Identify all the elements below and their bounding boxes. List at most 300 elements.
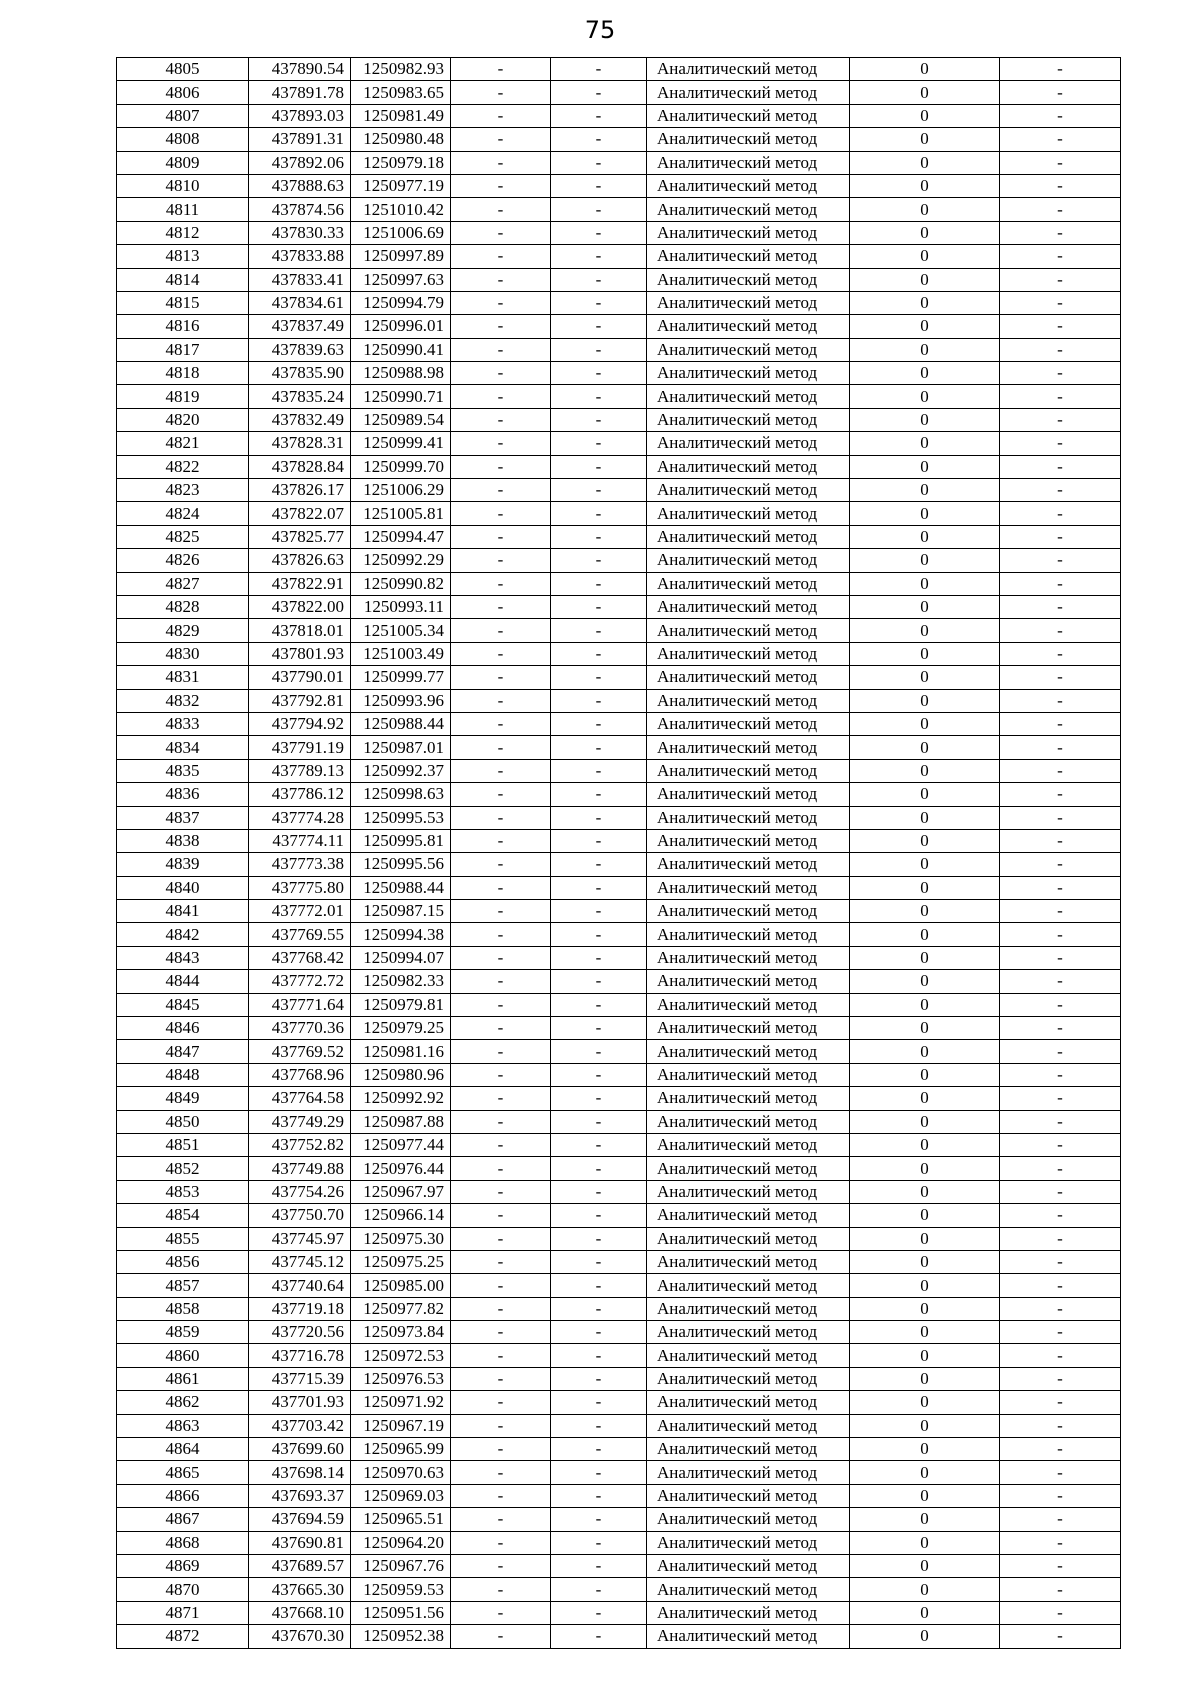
table-row bbox=[117, 198, 1121, 221]
method-cell: Аналитический метод bbox=[647, 900, 850, 923]
x-coordinate: 437749.88 bbox=[249, 1157, 351, 1180]
point-number: 4828 bbox=[117, 595, 249, 618]
table-row bbox=[117, 1625, 1121, 1648]
dash-cell: - bbox=[451, 666, 551, 689]
table-row bbox=[117, 151, 1121, 174]
dash-cell: - bbox=[1000, 759, 1121, 782]
dash-cell: - bbox=[551, 525, 647, 548]
x-coordinate: 437786.12 bbox=[249, 783, 351, 806]
y-coordinate: 1250979.25 bbox=[351, 1017, 451, 1040]
x-coordinate: 437822.07 bbox=[249, 502, 351, 525]
point-number: 4830 bbox=[117, 642, 249, 665]
y-coordinate: 1250999.41 bbox=[351, 432, 451, 455]
y-coordinate: 1250983.65 bbox=[351, 81, 451, 104]
x-coordinate: 437794.92 bbox=[249, 712, 351, 735]
error-value-cell: 0 bbox=[850, 1274, 1000, 1297]
point-number: 4834 bbox=[117, 736, 249, 759]
method-cell: Аналитический метод bbox=[647, 1087, 850, 1110]
dash-cell: - bbox=[451, 1555, 551, 1578]
x-coordinate: 437768.42 bbox=[249, 946, 351, 969]
x-coordinate: 437716.78 bbox=[249, 1344, 351, 1367]
method-cell: Аналитический метод bbox=[647, 689, 850, 712]
dash-cell: - bbox=[551, 783, 647, 806]
method-cell: Аналитический метод bbox=[647, 408, 850, 431]
dash-cell: - bbox=[451, 1344, 551, 1367]
error-value-cell: 0 bbox=[850, 712, 1000, 735]
x-coordinate: 437752.82 bbox=[249, 1133, 351, 1156]
table-row bbox=[117, 432, 1121, 455]
dash-cell: - bbox=[1000, 783, 1121, 806]
method-cell: Аналитический метод bbox=[647, 1625, 850, 1648]
dash-cell: - bbox=[551, 1087, 647, 1110]
x-coordinate: 437835.24 bbox=[249, 385, 351, 408]
dash-cell: - bbox=[551, 81, 647, 104]
dash-cell: - bbox=[451, 1133, 551, 1156]
y-coordinate: 1250979.81 bbox=[351, 993, 451, 1016]
method-cell: Аналитический метод bbox=[647, 174, 850, 197]
table-row bbox=[117, 642, 1121, 665]
method-cell: Аналитический метод bbox=[647, 315, 850, 338]
table-row bbox=[117, 829, 1121, 852]
y-coordinate: 1250993.96 bbox=[351, 689, 451, 712]
x-coordinate: 437772.01 bbox=[249, 900, 351, 923]
y-coordinate: 1250996.01 bbox=[351, 315, 451, 338]
y-coordinate: 1250976.53 bbox=[351, 1367, 451, 1390]
method-cell: Аналитический метод bbox=[647, 712, 850, 735]
point-number: 4818 bbox=[117, 362, 249, 385]
dash-cell: - bbox=[1000, 1157, 1121, 1180]
point-number: 4815 bbox=[117, 291, 249, 314]
dash-cell: - bbox=[451, 291, 551, 314]
x-coordinate: 437801.93 bbox=[249, 642, 351, 665]
y-coordinate: 1250994.07 bbox=[351, 946, 451, 969]
method-cell: Аналитический метод bbox=[647, 455, 850, 478]
dash-cell: - bbox=[451, 595, 551, 618]
dash-cell: - bbox=[451, 993, 551, 1016]
table-row bbox=[117, 1180, 1121, 1203]
dash-cell: - bbox=[451, 1438, 551, 1461]
dash-cell: - bbox=[451, 619, 551, 642]
y-coordinate: 1250994.79 bbox=[351, 291, 451, 314]
error-value-cell: 0 bbox=[850, 923, 1000, 946]
y-coordinate: 1250994.47 bbox=[351, 525, 451, 548]
table-row bbox=[117, 245, 1121, 268]
x-coordinate: 437703.42 bbox=[249, 1414, 351, 1437]
x-coordinate: 437822.91 bbox=[249, 572, 351, 595]
dash-cell: - bbox=[451, 1040, 551, 1063]
method-cell: Аналитический метод bbox=[647, 1250, 850, 1273]
point-number: 4808 bbox=[117, 128, 249, 151]
x-coordinate: 437690.81 bbox=[249, 1531, 351, 1554]
y-coordinate: 1250977.44 bbox=[351, 1133, 451, 1156]
y-coordinate: 1250995.53 bbox=[351, 806, 451, 829]
dash-cell: - bbox=[451, 174, 551, 197]
dash-cell: - bbox=[1000, 666, 1121, 689]
table-row bbox=[117, 1344, 1121, 1367]
error-value-cell: 0 bbox=[850, 1414, 1000, 1437]
method-cell: Аналитический метод bbox=[647, 572, 850, 595]
point-number: 4836 bbox=[117, 783, 249, 806]
dash-cell: - bbox=[551, 1227, 647, 1250]
dash-cell: - bbox=[1000, 1344, 1121, 1367]
error-value-cell: 0 bbox=[850, 1250, 1000, 1273]
method-cell: Аналитический метод bbox=[647, 1157, 850, 1180]
y-coordinate: 1250971.92 bbox=[351, 1391, 451, 1414]
table-row bbox=[117, 1555, 1121, 1578]
error-value-cell: 0 bbox=[850, 829, 1000, 852]
dash-cell: - bbox=[551, 689, 647, 712]
dash-cell: - bbox=[551, 1063, 647, 1086]
table-row bbox=[117, 455, 1121, 478]
dash-cell: - bbox=[551, 479, 647, 502]
point-number: 4856 bbox=[117, 1250, 249, 1273]
error-value-cell: 0 bbox=[850, 759, 1000, 782]
dash-cell: - bbox=[1000, 1601, 1121, 1624]
dash-cell: - bbox=[451, 1414, 551, 1437]
dash-cell: - bbox=[1000, 993, 1121, 1016]
dash-cell: - bbox=[451, 1180, 551, 1203]
dash-cell: - bbox=[451, 1063, 551, 1086]
dash-cell: - bbox=[1000, 174, 1121, 197]
dash-cell: - bbox=[551, 1133, 647, 1156]
point-number: 4819 bbox=[117, 385, 249, 408]
x-coordinate: 437740.64 bbox=[249, 1274, 351, 1297]
error-value-cell: 0 bbox=[850, 1391, 1000, 1414]
table-row bbox=[117, 174, 1121, 197]
dash-cell: - bbox=[551, 619, 647, 642]
dash-cell: - bbox=[551, 1157, 647, 1180]
point-number: 4842 bbox=[117, 923, 249, 946]
y-coordinate: 1250995.81 bbox=[351, 829, 451, 852]
dash-cell: - bbox=[451, 853, 551, 876]
table-row bbox=[117, 362, 1121, 385]
y-coordinate: 1250988.98 bbox=[351, 362, 451, 385]
dash-cell: - bbox=[551, 1321, 647, 1344]
method-cell: Аналитический метод bbox=[647, 1367, 850, 1390]
dash-cell: - bbox=[551, 198, 647, 221]
point-number: 4814 bbox=[117, 268, 249, 291]
dash-cell: - bbox=[1000, 619, 1121, 642]
x-coordinate: 437837.49 bbox=[249, 315, 351, 338]
error-value-cell: 0 bbox=[850, 900, 1000, 923]
dash-cell: - bbox=[451, 198, 551, 221]
dash-cell: - bbox=[551, 385, 647, 408]
x-coordinate: 437754.26 bbox=[249, 1180, 351, 1203]
dash-cell: - bbox=[551, 642, 647, 665]
dash-cell: - bbox=[1000, 245, 1121, 268]
error-value-cell: 0 bbox=[850, 1625, 1000, 1648]
error-value-cell: 0 bbox=[850, 338, 1000, 361]
y-coordinate: 1250975.30 bbox=[351, 1227, 451, 1250]
x-coordinate: 437892.06 bbox=[249, 151, 351, 174]
dash-cell: - bbox=[1000, 1438, 1121, 1461]
error-value-cell: 0 bbox=[850, 385, 1000, 408]
dash-cell: - bbox=[1000, 829, 1121, 852]
point-number: 4812 bbox=[117, 221, 249, 244]
method-cell: Аналитический метод bbox=[647, 479, 850, 502]
dash-cell: - bbox=[551, 1017, 647, 1040]
dash-cell: - bbox=[551, 1110, 647, 1133]
dash-cell: - bbox=[451, 900, 551, 923]
table-row bbox=[117, 853, 1121, 876]
table-body bbox=[117, 58, 1121, 1649]
x-coordinate: 437764.58 bbox=[249, 1087, 351, 1110]
dash-cell: - bbox=[551, 946, 647, 969]
dash-cell: - bbox=[1000, 1367, 1121, 1390]
dash-cell: - bbox=[1000, 221, 1121, 244]
error-value-cell: 0 bbox=[850, 1367, 1000, 1390]
point-number: 4820 bbox=[117, 408, 249, 431]
error-value-cell: 0 bbox=[850, 970, 1000, 993]
dash-cell: - bbox=[551, 549, 647, 572]
y-coordinate: 1250969.03 bbox=[351, 1484, 451, 1507]
x-coordinate: 437771.64 bbox=[249, 993, 351, 1016]
dash-cell: - bbox=[551, 221, 647, 244]
point-number: 4841 bbox=[117, 900, 249, 923]
point-number: 4869 bbox=[117, 1555, 249, 1578]
dash-cell: - bbox=[1000, 876, 1121, 899]
method-cell: Аналитический метод bbox=[647, 432, 850, 455]
method-cell: Аналитический метод bbox=[647, 946, 850, 969]
dash-cell: - bbox=[1000, 1625, 1121, 1648]
x-coordinate: 437822.00 bbox=[249, 595, 351, 618]
dash-cell: - bbox=[1000, 1297, 1121, 1320]
method-cell: Аналитический метод bbox=[647, 853, 850, 876]
error-value-cell: 0 bbox=[850, 291, 1000, 314]
table-row bbox=[117, 689, 1121, 712]
point-number: 4809 bbox=[117, 151, 249, 174]
error-value-cell: 0 bbox=[850, 455, 1000, 478]
error-value-cell: 0 bbox=[850, 619, 1000, 642]
dash-cell: - bbox=[451, 385, 551, 408]
table-row bbox=[117, 128, 1121, 151]
x-coordinate: 437893.03 bbox=[249, 104, 351, 127]
dash-cell: - bbox=[551, 1367, 647, 1390]
y-coordinate: 1250967.97 bbox=[351, 1180, 451, 1203]
dash-cell: - bbox=[1000, 736, 1121, 759]
dash-cell: - bbox=[451, 315, 551, 338]
dash-cell: - bbox=[451, 128, 551, 151]
error-value-cell: 0 bbox=[850, 432, 1000, 455]
error-value-cell: 0 bbox=[850, 1601, 1000, 1624]
point-number: 4827 bbox=[117, 572, 249, 595]
method-cell: Аналитический метод bbox=[647, 1344, 850, 1367]
dash-cell: - bbox=[551, 1508, 647, 1531]
error-value-cell: 0 bbox=[850, 81, 1000, 104]
point-number: 4845 bbox=[117, 993, 249, 1016]
dash-cell: - bbox=[551, 572, 647, 595]
dash-cell: - bbox=[451, 81, 551, 104]
x-coordinate: 437890.54 bbox=[249, 58, 351, 81]
table-row bbox=[117, 783, 1121, 806]
table-row bbox=[117, 1250, 1121, 1273]
dash-cell: - bbox=[451, 1578, 551, 1601]
dash-cell: - bbox=[1000, 1484, 1121, 1507]
dash-cell: - bbox=[451, 970, 551, 993]
table-row bbox=[117, 1414, 1121, 1437]
point-number: 4824 bbox=[117, 502, 249, 525]
point-number: 4840 bbox=[117, 876, 249, 899]
table-row bbox=[117, 1601, 1121, 1624]
method-cell: Аналитический метод bbox=[647, 128, 850, 151]
error-value-cell: 0 bbox=[850, 1508, 1000, 1531]
table-row bbox=[117, 268, 1121, 291]
dash-cell: - bbox=[451, 1250, 551, 1273]
dash-cell: - bbox=[1000, 549, 1121, 572]
dash-cell: - bbox=[451, 1110, 551, 1133]
table-row bbox=[117, 1508, 1121, 1531]
point-number: 4811 bbox=[117, 198, 249, 221]
point-number: 4839 bbox=[117, 853, 249, 876]
dash-cell: - bbox=[1000, 923, 1121, 946]
error-value-cell: 0 bbox=[850, 1040, 1000, 1063]
dash-cell: - bbox=[551, 338, 647, 361]
y-coordinate: 1251006.29 bbox=[351, 479, 451, 502]
dash-cell: - bbox=[451, 104, 551, 127]
x-coordinate: 437826.17 bbox=[249, 479, 351, 502]
point-number: 4854 bbox=[117, 1204, 249, 1227]
method-cell: Аналитический метод bbox=[647, 736, 850, 759]
y-coordinate: 1250988.44 bbox=[351, 876, 451, 899]
dash-cell: - bbox=[451, 221, 551, 244]
method-cell: Аналитический метод bbox=[647, 1414, 850, 1437]
y-coordinate: 1250980.48 bbox=[351, 128, 451, 151]
dash-cell: - bbox=[551, 736, 647, 759]
error-value-cell: 0 bbox=[850, 1110, 1000, 1133]
x-coordinate: 437891.78 bbox=[249, 81, 351, 104]
error-value-cell: 0 bbox=[850, 1321, 1000, 1344]
dash-cell: - bbox=[451, 151, 551, 174]
method-cell: Аналитический метод bbox=[647, 619, 850, 642]
dash-cell: - bbox=[1000, 1531, 1121, 1554]
y-coordinate: 1250992.37 bbox=[351, 759, 451, 782]
point-number: 4859 bbox=[117, 1321, 249, 1344]
x-coordinate: 437828.84 bbox=[249, 455, 351, 478]
table-row bbox=[117, 291, 1121, 314]
method-cell: Аналитический метод bbox=[647, 1578, 850, 1601]
error-value-cell: 0 bbox=[850, 1017, 1000, 1040]
point-number: 4817 bbox=[117, 338, 249, 361]
point-number: 4855 bbox=[117, 1227, 249, 1250]
dash-cell: - bbox=[551, 1180, 647, 1203]
table-row bbox=[117, 58, 1121, 81]
dash-cell: - bbox=[1000, 268, 1121, 291]
y-coordinate: 1250976.44 bbox=[351, 1157, 451, 1180]
dash-cell: - bbox=[551, 829, 647, 852]
dash-cell: - bbox=[551, 174, 647, 197]
point-number: 4851 bbox=[117, 1133, 249, 1156]
method-cell: Аналитический метод bbox=[647, 876, 850, 899]
dash-cell: - bbox=[1000, 1133, 1121, 1156]
table-row bbox=[117, 1297, 1121, 1320]
dash-cell: - bbox=[551, 1250, 647, 1273]
error-value-cell: 0 bbox=[850, 1180, 1000, 1203]
error-value-cell: 0 bbox=[850, 1063, 1000, 1086]
y-coordinate: 1250982.93 bbox=[351, 58, 451, 81]
y-coordinate: 1251005.34 bbox=[351, 619, 451, 642]
page-number: 75 bbox=[584, 16, 616, 44]
dash-cell: - bbox=[1000, 81, 1121, 104]
dash-cell: - bbox=[451, 1625, 551, 1648]
dash-cell: - bbox=[451, 689, 551, 712]
x-coordinate: 437774.11 bbox=[249, 829, 351, 852]
dash-cell: - bbox=[451, 923, 551, 946]
error-value-cell: 0 bbox=[850, 1157, 1000, 1180]
point-number: 4847 bbox=[117, 1040, 249, 1063]
x-coordinate: 437750.70 bbox=[249, 1204, 351, 1227]
table-row bbox=[117, 993, 1121, 1016]
x-coordinate: 437835.90 bbox=[249, 362, 351, 385]
dash-cell: - bbox=[1000, 408, 1121, 431]
dash-cell: - bbox=[551, 1344, 647, 1367]
dash-cell: - bbox=[551, 268, 647, 291]
x-coordinate: 437694.59 bbox=[249, 1508, 351, 1531]
table-row bbox=[117, 923, 1121, 946]
dash-cell: - bbox=[1000, 455, 1121, 478]
x-coordinate: 437833.41 bbox=[249, 268, 351, 291]
dash-cell: - bbox=[451, 759, 551, 782]
table-row bbox=[117, 1227, 1121, 1250]
table-row bbox=[117, 595, 1121, 618]
dash-cell: - bbox=[1000, 385, 1121, 408]
table-row bbox=[117, 900, 1121, 923]
y-coordinate: 1250987.15 bbox=[351, 900, 451, 923]
method-cell: Аналитический метод bbox=[647, 198, 850, 221]
dash-cell: - bbox=[551, 291, 647, 314]
dash-cell: - bbox=[1000, 572, 1121, 595]
method-cell: Аналитический метод bbox=[647, 1227, 850, 1250]
dash-cell: - bbox=[451, 783, 551, 806]
y-coordinate: 1250979.18 bbox=[351, 151, 451, 174]
method-cell: Аналитический метод bbox=[647, 923, 850, 946]
dash-cell: - bbox=[451, 1508, 551, 1531]
x-coordinate: 437830.33 bbox=[249, 221, 351, 244]
y-coordinate: 1250965.51 bbox=[351, 1508, 451, 1531]
dash-cell: - bbox=[1000, 689, 1121, 712]
x-coordinate: 437833.88 bbox=[249, 245, 351, 268]
dash-cell: - bbox=[551, 923, 647, 946]
table-row bbox=[117, 1133, 1121, 1156]
error-value-cell: 0 bbox=[850, 221, 1000, 244]
dash-cell: - bbox=[451, 736, 551, 759]
dash-cell: - bbox=[1000, 315, 1121, 338]
y-coordinate: 1250990.71 bbox=[351, 385, 451, 408]
y-coordinate: 1250998.63 bbox=[351, 783, 451, 806]
y-coordinate: 1250992.29 bbox=[351, 549, 451, 572]
dash-cell: - bbox=[1000, 1414, 1121, 1437]
x-coordinate: 437665.30 bbox=[249, 1578, 351, 1601]
dash-cell: - bbox=[551, 1274, 647, 1297]
x-coordinate: 437818.01 bbox=[249, 619, 351, 642]
x-coordinate: 437670.30 bbox=[249, 1625, 351, 1648]
dash-cell: - bbox=[451, 1321, 551, 1344]
error-value-cell: 0 bbox=[850, 1461, 1000, 1484]
point-number: 4853 bbox=[117, 1180, 249, 1203]
dash-cell: - bbox=[1000, 362, 1121, 385]
dash-cell: - bbox=[451, 876, 551, 899]
y-coordinate: 1250987.88 bbox=[351, 1110, 451, 1133]
error-value-cell: 0 bbox=[850, 642, 1000, 665]
point-number: 4866 bbox=[117, 1484, 249, 1507]
method-cell: Аналитический метод bbox=[647, 1063, 850, 1086]
method-cell: Аналитический метод bbox=[647, 1321, 850, 1344]
y-coordinate: 1250977.82 bbox=[351, 1297, 451, 1320]
point-number: 4863 bbox=[117, 1414, 249, 1437]
dash-cell: - bbox=[551, 1391, 647, 1414]
dash-cell: - bbox=[551, 1414, 647, 1437]
dash-cell: - bbox=[1000, 853, 1121, 876]
table-row bbox=[117, 1321, 1121, 1344]
